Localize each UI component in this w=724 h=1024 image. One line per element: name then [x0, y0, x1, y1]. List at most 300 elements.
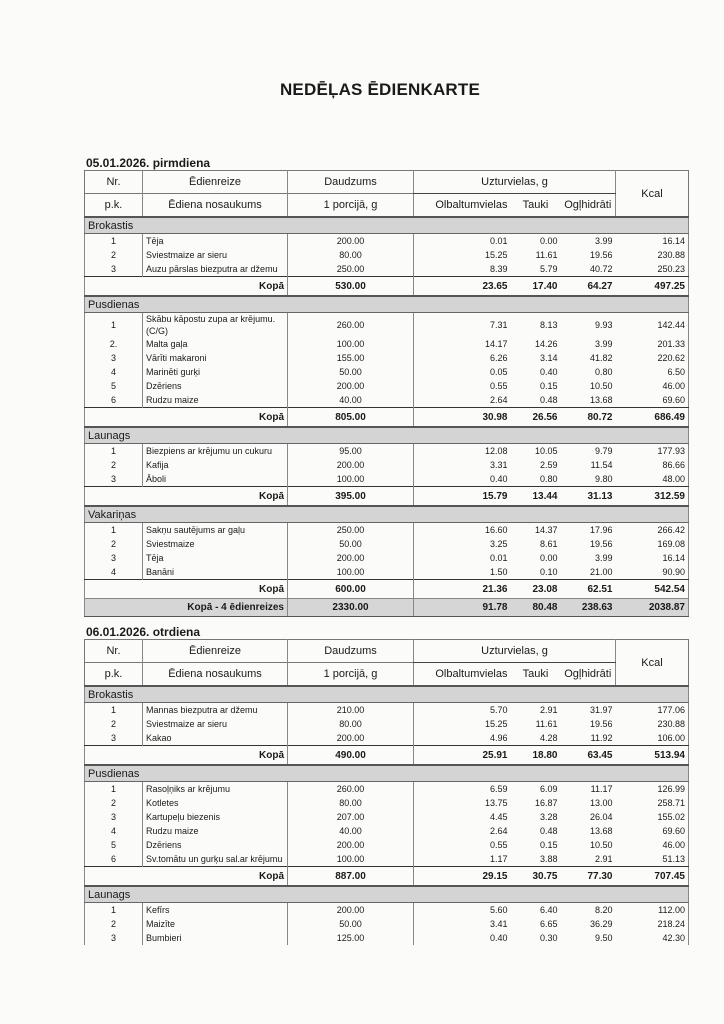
item-number: 5 — [110, 381, 116, 391]
protein: 2.64 — [414, 824, 511, 838]
portion-grams: 100.00 — [288, 852, 414, 867]
table-row — [85, 313, 689, 338]
fat: 0.00 — [539, 236, 558, 246]
item-number: 1 — [110, 236, 116, 246]
protein: 0.01 — [414, 551, 511, 565]
carbs: 19.56 — [589, 250, 613, 260]
kcal: 69.60 — [662, 826, 685, 836]
header-fat: Tauki — [522, 199, 549, 211]
item-number: 1 — [110, 905, 116, 915]
portion-grams: 155.00 — [288, 351, 414, 365]
total-fat: 26.56 — [511, 408, 561, 428]
carbs: 11.92 — [590, 733, 613, 743]
dish-name: Marinēti gurķi — [143, 365, 288, 379]
total-carbs: 80.72 — [561, 408, 616, 428]
portion-grams: 40.00 — [288, 393, 414, 408]
table-row — [85, 551, 689, 565]
meal-section-title: Launags — [85, 886, 689, 903]
table-row — [85, 444, 689, 459]
table-row — [85, 523, 689, 538]
item-number: 6 — [110, 395, 116, 405]
portion-grams: 40.00 — [288, 824, 414, 838]
fat: 3.88 — [539, 854, 558, 864]
day-total-protein: 91.78 — [414, 599, 511, 617]
fat: 4.28 — [539, 733, 558, 743]
total-label: Kopā — [85, 746, 288, 766]
meal-total-row — [85, 867, 689, 887]
table-row — [85, 351, 689, 365]
header-fat: Tauki — [522, 668, 549, 680]
dish-name: Kakao — [143, 731, 288, 746]
total-protein: 15.79 — [414, 487, 511, 507]
protein: 3.25 — [414, 537, 511, 551]
portion-grams: 200.00 — [288, 379, 414, 393]
dish-name: Sviestmaize — [143, 537, 288, 551]
total-fat: 30.75 — [511, 867, 561, 887]
table-row — [85, 731, 689, 746]
fat: 8.13 — [539, 320, 558, 330]
total-kcal: 686.49 — [616, 408, 689, 428]
header-protein: Olbaltumvielas — [414, 194, 511, 218]
dish-name: Sakņu sautējums ar gaļu — [143, 523, 288, 538]
protein: 1.17 — [414, 852, 511, 867]
kcal: 201.33 — [657, 339, 685, 349]
portion-grams: 200.00 — [288, 731, 414, 746]
portion-grams: 260.00 — [288, 313, 414, 338]
carbs: 31.97 — [589, 705, 613, 715]
dish-name: Āboli — [143, 472, 288, 487]
kcal: 42.30 — [662, 933, 685, 943]
item-number: 3 — [110, 474, 116, 484]
day-total-carbs: 238.63 — [561, 599, 616, 617]
table-row — [85, 472, 689, 487]
portion-grams: 200.00 — [288, 551, 414, 565]
dish-name: Auzu pārslas biezputra ar džemu — [143, 262, 288, 277]
protein: 7.31 — [414, 313, 511, 338]
day-menu — [84, 156, 690, 617]
table-row — [85, 917, 689, 931]
table-row — [85, 379, 689, 393]
portion-grams: 100.00 — [288, 565, 414, 580]
meal-total-row — [85, 487, 689, 507]
meal-total-row — [85, 277, 689, 297]
table-row — [85, 717, 689, 731]
dish-name: Kartupeļu biezenis — [143, 810, 288, 824]
table-row — [85, 931, 689, 945]
total-grams: 600.00 — [288, 580, 414, 599]
fat: 6.09 — [539, 784, 558, 794]
carbs: 3.99 — [594, 236, 613, 246]
item-number: 3 — [110, 264, 116, 274]
kcal: 126.99 — [657, 784, 685, 794]
total-label: Kopā — [85, 580, 288, 599]
kcal: 142.44 — [657, 320, 685, 330]
fat: 14.37 — [534, 525, 558, 535]
item-number: 4 — [110, 826, 116, 836]
header-dish: Ēdiena nosaukums — [143, 663, 288, 687]
table-row — [85, 703, 689, 718]
total-fat: 23.08 — [511, 580, 561, 599]
table-row — [85, 565, 689, 580]
dish-name: Kafija — [143, 458, 288, 472]
carbs: 9.50 — [594, 933, 613, 943]
table-row — [85, 393, 689, 408]
total-label: Kopā — [85, 277, 288, 297]
carbs: 9.80 — [594, 474, 613, 484]
kcal: 51.13 — [662, 854, 685, 864]
meal-section-title: Pusdienas — [85, 765, 689, 782]
kcal: 258.71 — [657, 798, 685, 808]
fat: 2.59 — [539, 460, 558, 470]
kcal: 218.24 — [657, 919, 685, 929]
protein: 3.31 — [414, 458, 511, 472]
fat: 16.87 — [534, 798, 558, 808]
fat: 0.48 — [539, 395, 558, 405]
carbs: 2.91 — [594, 854, 613, 864]
total-protein: 29.15 — [414, 867, 511, 887]
header-portion: 1 porcijā, g — [288, 663, 414, 687]
portion-grams: 200.00 — [288, 903, 414, 918]
total-protein: 30.98 — [414, 408, 511, 428]
portion-grams: 250.00 — [288, 262, 414, 277]
dish-name: Mannas biezputra ar džemu — [143, 703, 288, 718]
meal-section-title: Launags — [85, 427, 689, 444]
table-row — [85, 824, 689, 838]
table-row — [85, 852, 689, 867]
header-quantity: Daudzums — [288, 171, 414, 194]
carbs: 10.50 — [589, 840, 613, 850]
total-label: Kopā — [85, 408, 288, 428]
item-number: 5 — [110, 840, 116, 850]
header-meal: Ēdienreize — [143, 640, 288, 663]
day-label: 05.01.2026. pirmdiena — [86, 156, 211, 170]
fat: 0.80 — [539, 474, 558, 484]
portion-grams: 100.00 — [288, 472, 414, 487]
menu-table — [84, 639, 689, 945]
table-row — [85, 796, 689, 810]
item-number: 2 — [110, 798, 116, 808]
dish-name: Sv.tomātu un gurķu sal.ar krējumu — [143, 852, 288, 867]
protein: 1.50 — [414, 565, 511, 580]
total-protein: 23.65 — [414, 277, 511, 297]
protein: 8.39 — [414, 262, 511, 277]
portion-grams: 50.00 — [288, 365, 414, 379]
portion-grams: 50.00 — [288, 537, 414, 551]
protein: 6.59 — [414, 782, 511, 797]
carbs: 19.56 — [589, 719, 613, 729]
total-carbs: 62.51 — [561, 580, 616, 599]
dish-name: Bumbieri — [143, 931, 288, 945]
portion-grams: 200.00 — [288, 234, 414, 249]
kcal: 46.00 — [662, 840, 685, 850]
total-fat: 17.40 — [511, 277, 561, 297]
protein: 14.17 — [414, 337, 511, 351]
dish-name: Sviestmaize ar sieru — [143, 248, 288, 262]
protein: 15.25 — [414, 717, 511, 731]
header-carbs: Ogļhidrāti — [564, 199, 612, 211]
meal-total-row — [85, 408, 689, 428]
dish-name: Banāni — [143, 565, 288, 580]
protein: 0.40 — [414, 931, 511, 945]
carbs: 17.96 — [589, 525, 613, 535]
portion-grams: 207.00 — [288, 810, 414, 824]
protein: 0.55 — [414, 379, 511, 393]
table-row — [85, 537, 689, 551]
table-row — [85, 262, 689, 277]
fat: 14.26 — [534, 339, 558, 349]
protein: 5.70 — [414, 703, 511, 718]
total-label: Kopā — [85, 867, 288, 887]
meal-section-title: Brokastis — [85, 686, 689, 703]
kcal: 48.00 — [662, 474, 685, 484]
carbs: 26.04 — [589, 812, 613, 822]
header-kcal: Kcal — [616, 171, 689, 218]
item-number: 4 — [110, 567, 116, 577]
item-number: 3 — [110, 933, 116, 943]
protein: 5.60 — [414, 903, 511, 918]
kcal: 86.66 — [662, 460, 685, 470]
total-kcal: 312.59 — [616, 487, 689, 507]
portion-grams: 80.00 — [288, 796, 414, 810]
item-number: 3 — [110, 353, 116, 363]
total-grams: 395.00 — [288, 487, 414, 507]
fat: 11.61 — [535, 719, 558, 729]
item-number: 2 — [110, 250, 116, 260]
table-row — [85, 234, 689, 249]
total-fat: 18.80 — [511, 746, 561, 766]
header-pk: p.k. — [104, 199, 123, 211]
header-portion: 1 porcijā, g — [288, 194, 414, 218]
carbs: 19.56 — [589, 539, 613, 549]
item-number: 4 — [110, 367, 116, 377]
total-grams: 530.00 — [288, 277, 414, 297]
item-number: 1 — [110, 784, 116, 794]
table-row — [85, 337, 689, 351]
header-meal: Ēdienreize — [143, 171, 288, 194]
protein: 0.55 — [414, 838, 511, 852]
item-number: 1 — [110, 705, 116, 715]
protein: 6.26 — [414, 351, 511, 365]
total-grams: 887.00 — [288, 867, 414, 887]
kcal: 90.90 — [662, 567, 685, 577]
fat: 2.91 — [539, 705, 558, 715]
total-label: Kopā — [85, 487, 288, 507]
table-row — [85, 458, 689, 472]
dish-name: Sviestmaize ar sieru — [143, 717, 288, 731]
carbs: 40.72 — [589, 264, 613, 274]
protein: 13.75 — [414, 796, 511, 810]
carbs: 9.93 — [594, 320, 613, 330]
portion-grams: 50.00 — [288, 917, 414, 931]
fat: 6.65 — [539, 919, 558, 929]
dish-name: Kefīrs — [143, 903, 288, 918]
dish-name: Dzēriens — [143, 838, 288, 852]
dish-name: Tēja — [143, 551, 288, 565]
total-fat: 13.44 — [511, 487, 561, 507]
total-grams: 805.00 — [288, 408, 414, 428]
day-total-grams: 2330.00 — [288, 599, 414, 617]
protein: 2.64 — [414, 393, 511, 408]
protein: 0.40 — [414, 472, 511, 487]
meal-section-title: Pusdienas — [85, 296, 689, 313]
header-nutrients: Uzturvielas, g — [414, 640, 616, 663]
protein: 0.01 — [414, 234, 511, 249]
item-number: 3 — [110, 553, 116, 563]
item-number: 2 — [110, 719, 116, 729]
total-carbs: 31.13 — [561, 487, 616, 507]
portion-grams: 200.00 — [288, 838, 414, 852]
menu-table — [84, 170, 689, 617]
total-carbs: 77.30 — [561, 867, 616, 887]
kcal: 6.50 — [667, 367, 685, 377]
header-pk: p.k. — [104, 668, 123, 680]
protein: 3.41 — [414, 917, 511, 931]
portion-grams: 260.00 — [288, 782, 414, 797]
kcal: 230.88 — [657, 250, 685, 260]
table-row — [85, 365, 689, 379]
portion-grams: 100.00 — [288, 337, 414, 351]
item-number: 3 — [110, 812, 116, 822]
fat: 0.00 — [539, 553, 558, 563]
carbs: 41.82 — [589, 353, 613, 363]
protein: 12.08 — [414, 444, 511, 459]
carbs: 3.99 — [594, 553, 613, 563]
header-quantity: Daudzums — [288, 640, 414, 663]
dish-name: Rudzu maize — [143, 393, 288, 408]
portion-grams: 200.00 — [288, 458, 414, 472]
carbs: 36.29 — [589, 919, 613, 929]
total-carbs: 63.45 — [561, 746, 616, 766]
kcal: 106.00 — [657, 733, 685, 743]
total-kcal: 497.25 — [616, 277, 689, 297]
fat: 8.61 — [539, 539, 558, 549]
dish-name: Kotletes — [143, 796, 288, 810]
total-kcal: 542.54 — [616, 580, 689, 599]
meal-total-row — [85, 580, 689, 599]
kcal: 177.06 — [657, 705, 685, 715]
protein: 15.25 — [414, 248, 511, 262]
dish-name: Maizīte — [143, 917, 288, 931]
table-row — [85, 248, 689, 262]
day-total-label: Kopā - 4 ēdienreizes — [85, 599, 288, 617]
carbs: 11.54 — [590, 460, 613, 470]
fat: 3.28 — [539, 812, 558, 822]
item-number: 2 — [110, 539, 116, 549]
total-kcal: 707.45 — [616, 867, 689, 887]
dish-name: Malta gaļa — [143, 337, 288, 351]
total-kcal: 513.94 — [616, 746, 689, 766]
item-number: 1 — [110, 446, 116, 456]
carbs: 21.00 — [589, 567, 613, 577]
fat: 10.05 — [534, 446, 558, 456]
total-carbs: 64.27 — [561, 277, 616, 297]
kcal: 230.88 — [657, 719, 685, 729]
item-number: 1 — [110, 525, 116, 535]
kcal: 46.00 — [662, 381, 685, 391]
kcal: 155.02 — [657, 812, 685, 822]
total-grams: 490.00 — [288, 746, 414, 766]
carbs: 10.50 — [589, 381, 613, 391]
fat: 0.48 — [539, 826, 558, 836]
table-row — [85, 838, 689, 852]
day-menu — [84, 625, 690, 945]
dish-name: Biezpiens ar krējumu un cukuru — [143, 444, 288, 459]
dish-name: Tēja — [143, 234, 288, 249]
day-total-fat: 80.48 — [511, 599, 561, 617]
dish-name: Rudzu maize — [143, 824, 288, 838]
fat: 0.40 — [539, 367, 558, 377]
carbs: 11.17 — [590, 784, 613, 794]
day-total-row — [85, 599, 689, 617]
dish-name: Rasoļņiks ar krējumu — [143, 782, 288, 797]
carbs: 13.68 — [589, 826, 613, 836]
portion-grams: 80.00 — [288, 248, 414, 262]
dish-name: Vārīti makaroni — [143, 351, 288, 365]
kcal: 220.62 — [657, 353, 685, 363]
kcal: 169.08 — [657, 539, 685, 549]
fat: 5.79 — [539, 264, 558, 274]
kcal: 69.60 — [662, 395, 685, 405]
carbs: 8.20 — [594, 905, 613, 915]
fat: 0.30 — [539, 933, 558, 943]
protein: 16.60 — [414, 523, 511, 538]
protein: 4.45 — [414, 810, 511, 824]
day-label: 06.01.2026. otrdiena — [86, 625, 201, 639]
day-total-kcal: 2038.87 — [616, 599, 689, 617]
fat: 11.61 — [535, 250, 558, 260]
kcal: 16.14 — [662, 236, 685, 246]
item-number: 3 — [110, 733, 116, 743]
table-row — [85, 810, 689, 824]
table-row — [85, 903, 689, 918]
header-protein: Olbaltumvielas — [414, 663, 511, 687]
fat: 3.14 — [539, 353, 558, 363]
header-carbs: Ogļhidrāti — [564, 668, 612, 680]
carbs: 13.00 — [589, 798, 613, 808]
meal-section-title: Vakariņas — [85, 506, 689, 523]
kcal: 16.14 — [662, 553, 685, 563]
carbs: 13.68 — [589, 395, 613, 405]
portion-grams: 80.00 — [288, 717, 414, 731]
total-protein: 25.91 — [414, 746, 511, 766]
kcal: 250.23 — [657, 264, 685, 274]
fat: 0.15 — [539, 381, 558, 391]
meal-total-row — [85, 746, 689, 766]
portion-grams: 125.00 — [288, 931, 414, 945]
dish-name: Skābu kāpostu zupa ar krējumu. (C/G) — [143, 313, 288, 338]
table-row — [85, 782, 689, 797]
fat: 0.15 — [539, 840, 558, 850]
portion-grams: 95.00 — [288, 444, 414, 459]
item-number: 2 — [110, 460, 116, 470]
kcal: 266.42 — [657, 525, 685, 535]
header-dish: Ēdiena nosaukums — [143, 194, 288, 218]
protein: 4.96 — [414, 731, 511, 746]
header-nutrients: Uzturvielas, g — [414, 171, 616, 194]
header-nr: Nr. — [106, 176, 121, 188]
carbs: 0.80 — [594, 367, 613, 377]
dish-name: Dzēriens — [143, 379, 288, 393]
carbs: 3.99 — [594, 339, 613, 349]
portion-grams: 210.00 — [288, 703, 414, 718]
protein: 0.05 — [414, 365, 511, 379]
kcal: 177.93 — [657, 446, 685, 456]
portion-grams: 250.00 — [288, 523, 414, 538]
total-protein: 21.36 — [414, 580, 511, 599]
page-title: NEDĒĻAS ĒDIENKARTE — [279, 80, 481, 99]
kcal: 112.00 — [658, 905, 685, 915]
meal-section-title: Brokastis — [85, 217, 689, 234]
